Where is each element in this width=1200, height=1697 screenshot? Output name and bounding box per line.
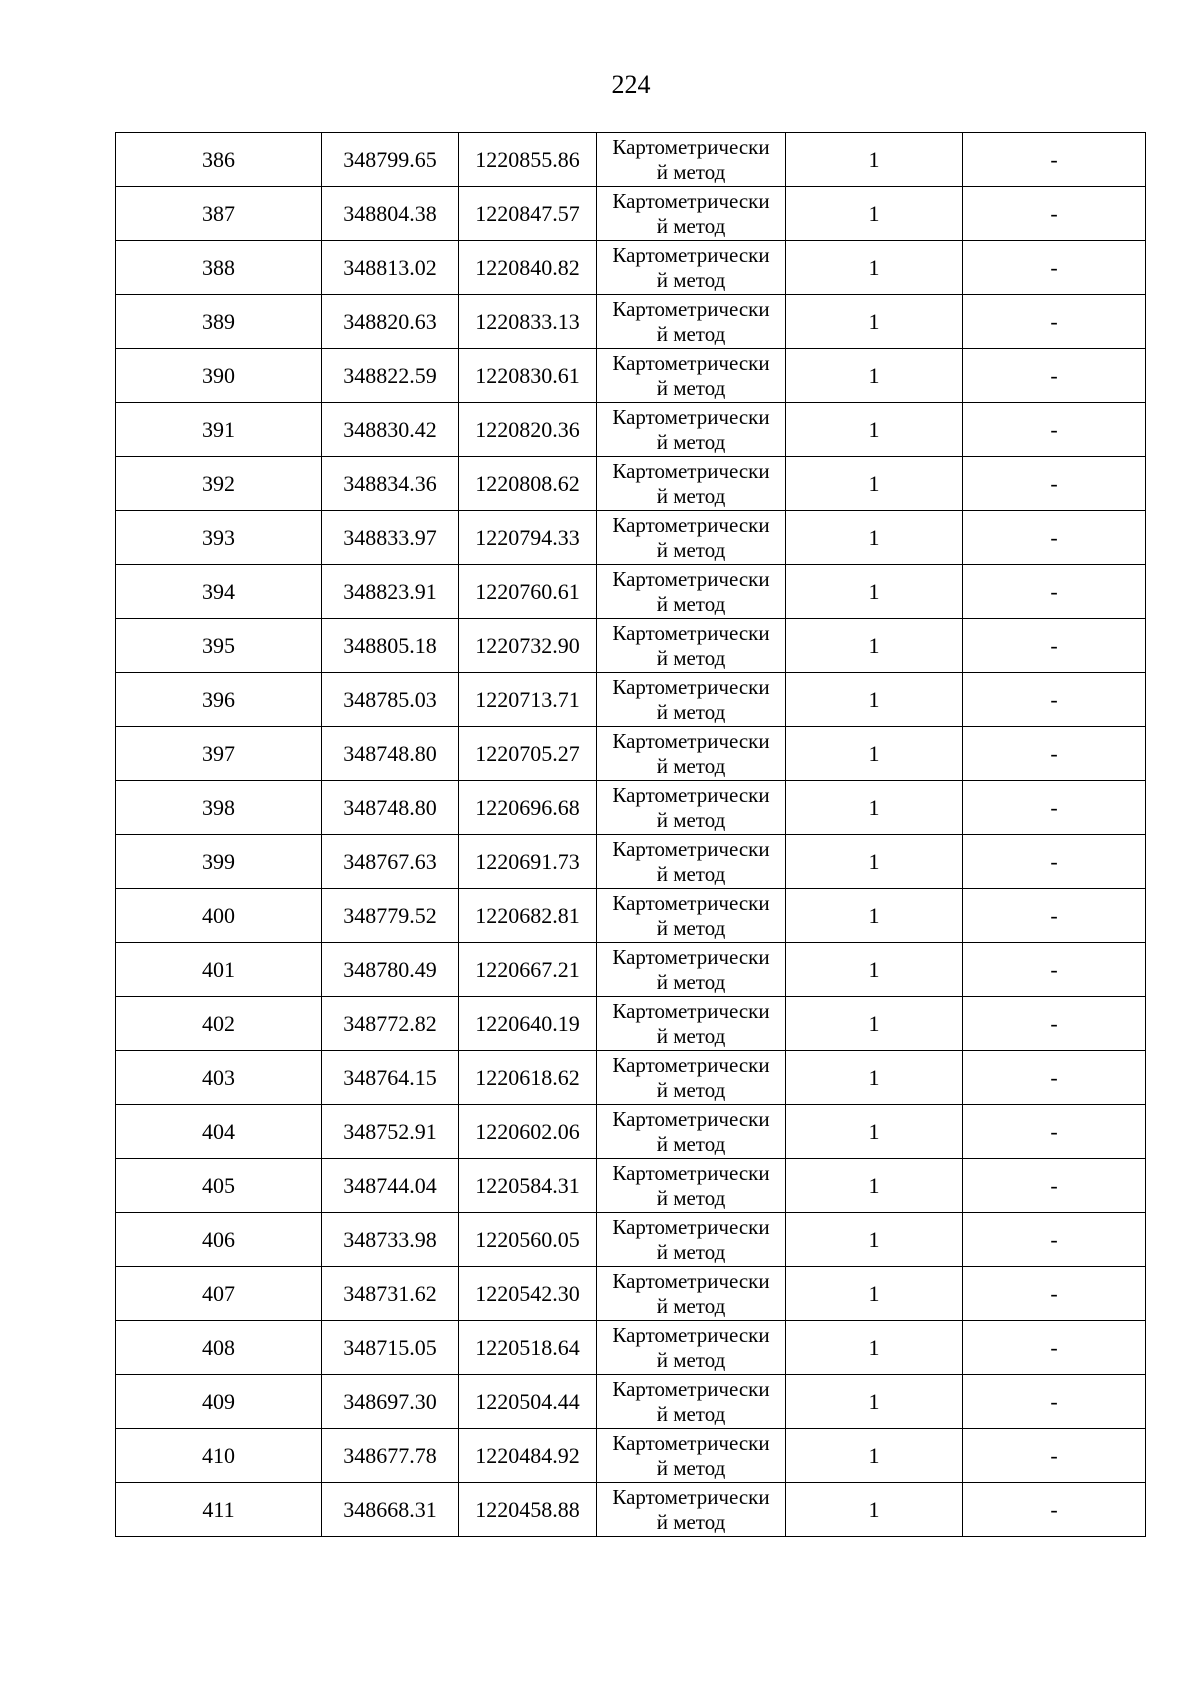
point-number-cell: 397: [116, 727, 322, 781]
note-cell: -: [963, 727, 1146, 781]
accuracy-cell: 1: [786, 1213, 963, 1267]
note-cell: -: [963, 619, 1146, 673]
method-cell: [597, 565, 786, 619]
table-row: [116, 1267, 1146, 1321]
y-coordinate-cell: 1220602.06: [459, 1105, 597, 1159]
coordinates-table-body: [116, 133, 1146, 1537]
table-row: [116, 727, 1146, 781]
accuracy-cell: 1: [786, 943, 963, 997]
method-cell: [597, 619, 786, 673]
method-text-line1: Картометрически: [612, 1215, 770, 1239]
method-text-line1: Картометрически: [612, 513, 770, 537]
y-coordinate-cell: 1220840.82: [459, 241, 597, 295]
point-number-cell: 409: [116, 1375, 322, 1429]
method-cell: [597, 889, 786, 943]
x-coordinate-cell: 348668.31: [322, 1483, 459, 1537]
y-coordinate-cell: 1220794.33: [459, 511, 597, 565]
x-coordinate-cell: 348744.04: [322, 1159, 459, 1213]
x-coordinate-cell: 348799.65: [322, 133, 459, 187]
table-row: [116, 1051, 1146, 1105]
method-text-line2: й метод: [656, 538, 726, 562]
x-coordinate-cell: 348823.91: [322, 565, 459, 619]
accuracy-cell: 1: [786, 295, 963, 349]
method-text-line1: Картометрически: [612, 405, 770, 429]
method-text-line1: Картометрически: [612, 351, 770, 375]
method-text-line2: й метод: [656, 214, 726, 238]
x-coordinate-cell: 348733.98: [322, 1213, 459, 1267]
method-cell: [597, 1213, 786, 1267]
y-coordinate-cell: 1220833.13: [459, 295, 597, 349]
point-number-cell: 411: [116, 1483, 322, 1537]
note-cell: -: [963, 349, 1146, 403]
method-cell: [597, 673, 786, 727]
x-coordinate-cell: 348804.38: [322, 187, 459, 241]
method-text-line1: Картометрически: [612, 1269, 770, 1293]
method-text-line2: й метод: [656, 1510, 726, 1534]
method-text-line2: й метод: [656, 754, 726, 778]
note-cell: -: [963, 997, 1146, 1051]
note-cell: -: [963, 1267, 1146, 1321]
page-number: 224: [611, 70, 651, 99]
note-cell: -: [963, 781, 1146, 835]
y-coordinate-cell: 1220560.05: [459, 1213, 597, 1267]
method-text-line2: й метод: [656, 646, 726, 670]
point-number-cell: 396: [116, 673, 322, 727]
accuracy-cell: 1: [786, 781, 963, 835]
table-row: [116, 943, 1146, 997]
y-coordinate-cell: 1220808.62: [459, 457, 597, 511]
method-cell: [597, 403, 786, 457]
method-cell: [597, 241, 786, 295]
accuracy-cell: 1: [786, 997, 963, 1051]
accuracy-cell: 1: [786, 727, 963, 781]
point-number-cell: 401: [116, 943, 322, 997]
accuracy-cell: 1: [786, 1267, 963, 1321]
table-row: [116, 565, 1146, 619]
y-coordinate-cell: 1220713.71: [459, 673, 597, 727]
note-cell: -: [963, 1105, 1146, 1159]
point-number-cell: 402: [116, 997, 322, 1051]
method-text-line1: Картометрически: [612, 189, 770, 213]
table-row: [116, 133, 1146, 187]
y-coordinate-cell: 1220682.81: [459, 889, 597, 943]
accuracy-cell: 1: [786, 835, 963, 889]
x-coordinate-cell: 348830.42: [322, 403, 459, 457]
note-cell: -: [963, 457, 1146, 511]
method-text-line2: й метод: [656, 1024, 726, 1048]
accuracy-cell: 1: [786, 619, 963, 673]
x-coordinate-cell: 348697.30: [322, 1375, 459, 1429]
accuracy-cell: 1: [786, 889, 963, 943]
x-coordinate-cell: 348748.80: [322, 727, 459, 781]
table-row: [116, 403, 1146, 457]
y-coordinate-cell: 1220760.61: [459, 565, 597, 619]
x-coordinate-cell: 348805.18: [322, 619, 459, 673]
y-coordinate-cell: 1220732.90: [459, 619, 597, 673]
y-coordinate-cell: 1220584.31: [459, 1159, 597, 1213]
x-coordinate-cell: 348748.80: [322, 781, 459, 835]
accuracy-cell: 1: [786, 1483, 963, 1537]
table-row: [116, 1159, 1146, 1213]
method-cell: [597, 133, 786, 187]
method-text-line2: й метод: [656, 862, 726, 886]
point-number-cell: 410: [116, 1429, 322, 1483]
method-text-line1: Картометрически: [612, 1107, 770, 1131]
point-number-cell: 387: [116, 187, 322, 241]
table-row: [116, 619, 1146, 673]
accuracy-cell: 1: [786, 1105, 963, 1159]
accuracy-cell: 1: [786, 1051, 963, 1105]
method-text-line1: Картометрически: [612, 567, 770, 591]
table-row: [116, 1321, 1146, 1375]
note-cell: -: [963, 1321, 1146, 1375]
accuracy-cell: 1: [786, 565, 963, 619]
method-text-line1: Картометрически: [612, 999, 770, 1023]
y-coordinate-cell: 1220830.61: [459, 349, 597, 403]
note-cell: -: [963, 241, 1146, 295]
method-text-line1: Картометрически: [612, 621, 770, 645]
method-text-line1: Картометрически: [612, 837, 770, 861]
point-number-cell: 395: [116, 619, 322, 673]
table-row: [116, 295, 1146, 349]
method-text-line1: Картометрически: [612, 729, 770, 753]
table-row: [116, 511, 1146, 565]
method-cell: [597, 943, 786, 997]
accuracy-cell: 1: [786, 133, 963, 187]
method-text-line2: й метод: [656, 1078, 726, 1102]
x-coordinate-cell: 348752.91: [322, 1105, 459, 1159]
method-text-line2: й метод: [656, 1186, 726, 1210]
method-text-line2: й метод: [656, 1132, 726, 1156]
point-number-cell: 406: [116, 1213, 322, 1267]
method-text-line1: Картометрически: [612, 243, 770, 267]
table-row: [116, 997, 1146, 1051]
note-cell: -: [963, 187, 1146, 241]
method-cell: [597, 781, 786, 835]
note-cell: -: [963, 403, 1146, 457]
x-coordinate-cell: 348780.49: [322, 943, 459, 997]
point-number-cell: 393: [116, 511, 322, 565]
method-cell: [597, 1159, 786, 1213]
method-text-line2: й метод: [656, 376, 726, 400]
accuracy-cell: 1: [786, 403, 963, 457]
method-text-line2: й метод: [656, 322, 726, 346]
y-coordinate-cell: 1220458.88: [459, 1483, 597, 1537]
table-row: [116, 1375, 1146, 1429]
y-coordinate-cell: 1220618.62: [459, 1051, 597, 1105]
method-text-line1: Картометрически: [612, 1431, 770, 1455]
y-coordinate-cell: 1220820.36: [459, 403, 597, 457]
x-coordinate-cell: 348764.15: [322, 1051, 459, 1105]
x-coordinate-cell: 348813.02: [322, 241, 459, 295]
method-cell: [597, 1483, 786, 1537]
y-coordinate-cell: 1220484.92: [459, 1429, 597, 1483]
method-text-line1: Картометрически: [612, 297, 770, 321]
table-row: [116, 889, 1146, 943]
method-cell: [597, 1375, 786, 1429]
point-number-cell: 394: [116, 565, 322, 619]
method-text-line1: Картометрически: [612, 1053, 770, 1077]
method-cell: [597, 511, 786, 565]
note-cell: -: [963, 673, 1146, 727]
note-cell: -: [963, 889, 1146, 943]
method-cell: [597, 295, 786, 349]
table-row: [116, 187, 1146, 241]
method-text-line1: Картометрически: [612, 135, 770, 159]
note-cell: -: [963, 133, 1146, 187]
note-cell: -: [963, 565, 1146, 619]
note-cell: -: [963, 1375, 1146, 1429]
point-number-cell: 404: [116, 1105, 322, 1159]
method-cell: [597, 1105, 786, 1159]
x-coordinate-cell: 348767.63: [322, 835, 459, 889]
y-coordinate-cell: 1220542.30: [459, 1267, 597, 1321]
point-number-cell: 405: [116, 1159, 322, 1213]
point-number-cell: 390: [116, 349, 322, 403]
y-coordinate-cell: 1220847.57: [459, 187, 597, 241]
point-number-cell: 389: [116, 295, 322, 349]
point-number-cell: 400: [116, 889, 322, 943]
accuracy-cell: 1: [786, 241, 963, 295]
method-text-line2: й метод: [656, 970, 726, 994]
note-cell: -: [963, 943, 1146, 997]
point-number-cell: 392: [116, 457, 322, 511]
method-text-line1: Картометрически: [612, 1161, 770, 1185]
method-text-line1: Картометрически: [612, 891, 770, 915]
accuracy-cell: 1: [786, 1159, 963, 1213]
table-row: [116, 1105, 1146, 1159]
x-coordinate-cell: 348834.36: [322, 457, 459, 511]
method-text-line2: й метод: [656, 1456, 726, 1480]
note-cell: -: [963, 1483, 1146, 1537]
point-number-cell: 403: [116, 1051, 322, 1105]
method-text-line1: Картометрически: [612, 783, 770, 807]
y-coordinate-cell: 1220696.68: [459, 781, 597, 835]
note-cell: -: [963, 1159, 1146, 1213]
y-coordinate-cell: 1220691.73: [459, 835, 597, 889]
point-number-cell: 398: [116, 781, 322, 835]
table-row: [116, 673, 1146, 727]
method-text-line1: Картометрически: [612, 1485, 770, 1509]
method-cell: [597, 1429, 786, 1483]
note-cell: -: [963, 1051, 1146, 1105]
point-number-cell: 407: [116, 1267, 322, 1321]
table-row: [116, 835, 1146, 889]
table-row: [116, 1429, 1146, 1483]
method-text-line2: й метод: [656, 1348, 726, 1372]
table-row: [116, 241, 1146, 295]
note-cell: -: [963, 835, 1146, 889]
accuracy-cell: 1: [786, 187, 963, 241]
method-text-line2: й метод: [656, 1240, 726, 1264]
point-number-cell: 391: [116, 403, 322, 457]
method-text-line2: й метод: [656, 808, 726, 832]
method-text-line2: й метод: [656, 916, 726, 940]
method-cell: [597, 349, 786, 403]
method-text-line1: Картометрически: [612, 1323, 770, 1347]
y-coordinate-cell: 1220705.27: [459, 727, 597, 781]
x-coordinate-cell: 348833.97: [322, 511, 459, 565]
method-text-line1: Картометрически: [612, 1377, 770, 1401]
method-cell: [597, 187, 786, 241]
accuracy-cell: 1: [786, 1321, 963, 1375]
note-cell: -: [963, 1429, 1146, 1483]
method-cell: [597, 1321, 786, 1375]
method-text-line1: Картометрически: [612, 945, 770, 969]
method-text-line2: й метод: [656, 268, 726, 292]
accuracy-cell: 1: [786, 349, 963, 403]
method-cell: [597, 835, 786, 889]
y-coordinate-cell: 1220518.64: [459, 1321, 597, 1375]
x-coordinate-cell: 348820.63: [322, 295, 459, 349]
method-cell: [597, 457, 786, 511]
accuracy-cell: 1: [786, 1375, 963, 1429]
method-text-line2: й метод: [656, 592, 726, 616]
y-coordinate-cell: 1220504.44: [459, 1375, 597, 1429]
coordinates-table: [115, 132, 1146, 1537]
method-cell: [597, 727, 786, 781]
point-number-cell: 399: [116, 835, 322, 889]
note-cell: -: [963, 295, 1146, 349]
method-text-line1: Картометрически: [612, 459, 770, 483]
note-cell: -: [963, 1213, 1146, 1267]
point-number-cell: 386: [116, 133, 322, 187]
method-text-line2: й метод: [656, 160, 726, 184]
method-cell: [597, 1267, 786, 1321]
accuracy-cell: 1: [786, 673, 963, 727]
method-text-line2: й метод: [656, 430, 726, 454]
table-row: [116, 1483, 1146, 1537]
table-row: [116, 781, 1146, 835]
x-coordinate-cell: 348715.05: [322, 1321, 459, 1375]
x-coordinate-cell: 348779.52: [322, 889, 459, 943]
accuracy-cell: 1: [786, 457, 963, 511]
x-coordinate-cell: 348677.78: [322, 1429, 459, 1483]
accuracy-cell: 1: [786, 511, 963, 565]
y-coordinate-cell: 1220667.21: [459, 943, 597, 997]
x-coordinate-cell: 348822.59: [322, 349, 459, 403]
y-coordinate-cell: 1220640.19: [459, 997, 597, 1051]
method-text-line1: Картометрически: [612, 675, 770, 699]
x-coordinate-cell: 348772.82: [322, 997, 459, 1051]
table-row: [116, 457, 1146, 511]
accuracy-cell: 1: [786, 1429, 963, 1483]
y-coordinate-cell: 1220855.86: [459, 133, 597, 187]
method-text-line2: й метод: [656, 700, 726, 724]
note-cell: -: [963, 511, 1146, 565]
method-text-line2: й метод: [656, 484, 726, 508]
method-cell: [597, 1051, 786, 1105]
x-coordinate-cell: 348731.62: [322, 1267, 459, 1321]
table-row: [116, 1213, 1146, 1267]
method-cell: [597, 997, 786, 1051]
method-text-line2: й метод: [656, 1402, 726, 1426]
point-number-cell: 408: [116, 1321, 322, 1375]
method-text-line2: й метод: [656, 1294, 726, 1318]
point-number-cell: 388: [116, 241, 322, 295]
x-coordinate-cell: 348785.03: [322, 673, 459, 727]
table-row: [116, 349, 1146, 403]
